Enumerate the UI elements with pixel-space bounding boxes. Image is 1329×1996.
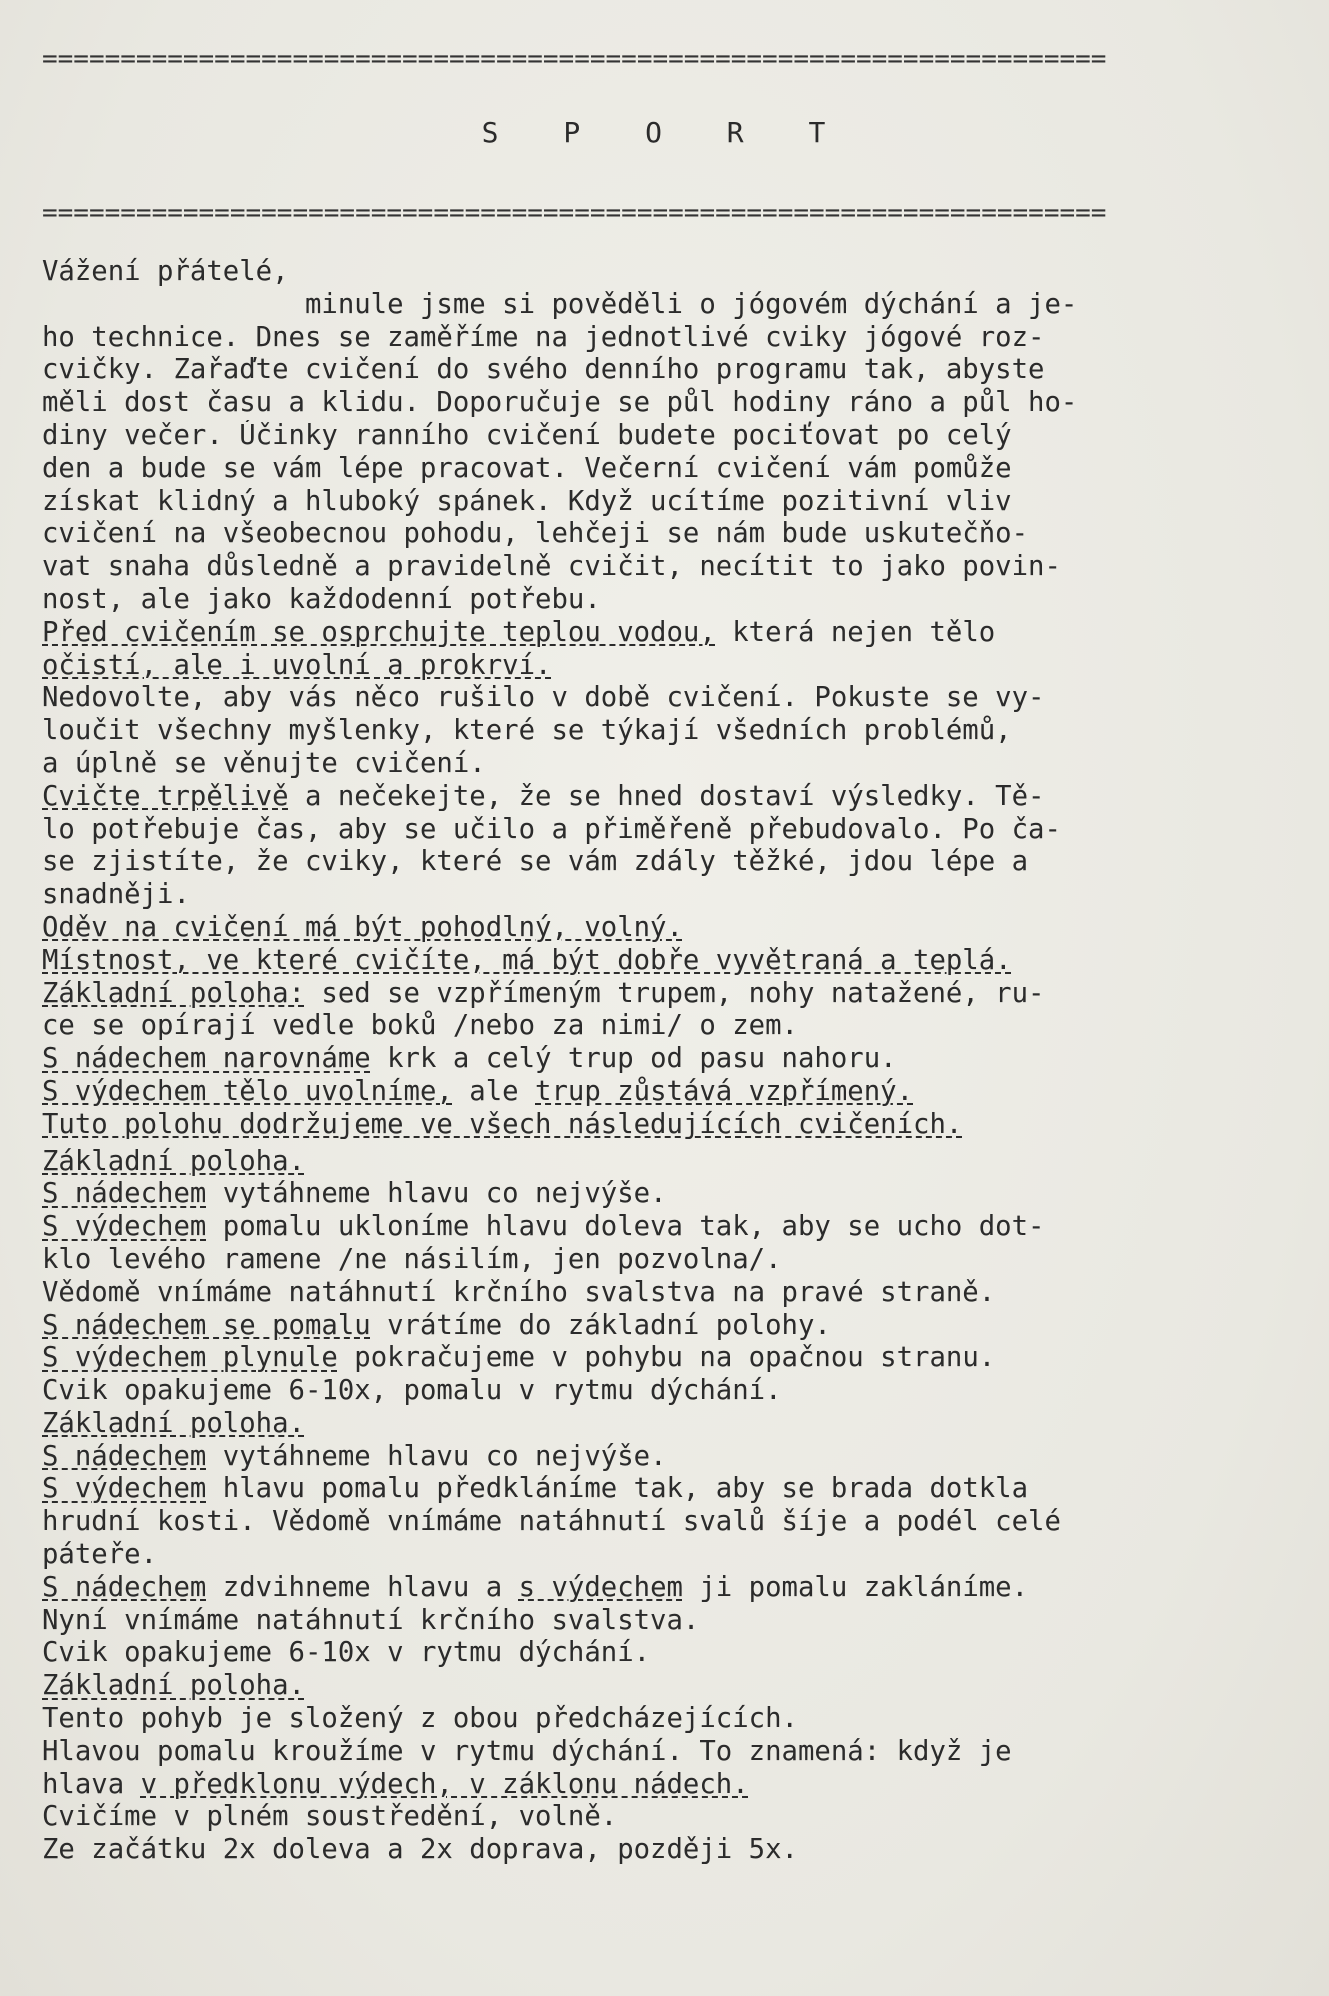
text-segment: hrudní kosti. Vědomě vnímáme natáhnutí svalů šíje a podél celé [42,1506,1061,1538]
text-segment: ho technice. Dnes se zaměříme na jednotlivé cviky jógové roz- [42,321,1045,353]
text-line [42,1834,1289,1867]
text-line [42,453,1289,486]
text-line [42,846,1289,879]
text-line [42,354,1289,387]
text-segment: loučit všechny myšlenky, které se týkají všedních problémů, [42,715,1012,747]
text-line [42,1043,1289,1076]
underlined-text: Tuto polohu dodržujeme ve všech následujících cvičeních. [42,1108,963,1140]
text-line [42,1076,1289,1109]
text-segment: vytáhneme hlavu co nejvýše. [206,1440,667,1472]
page-title: S P O R T [481,116,850,149]
underlined-text: Základní poloha. [42,1145,305,1177]
text-segment: Ze začátku 2x doleva a 2x doprava, později 5x. [42,1834,798,1866]
text-line [42,387,1289,420]
text-line [42,289,1289,322]
underlined-text: S výdechem plynule [42,1342,338,1374]
underlined-text: S nádechem [42,1571,207,1603]
text-segment: vat snaha důsledně a pravidelně cvičit, necítit to jako povin- [42,551,1061,583]
text-segment: páteře. [42,1539,158,1571]
text-segment: ce se opírají vedle boků /nebo za nimi/ o zem. [42,1010,798,1042]
text-line [42,1637,1289,1670]
text-line [42,256,1289,289]
text-segment: měli dost času a klidu. Doporučuje se půl hodiny ráno a půl ho- [42,387,1078,419]
text-line [42,1801,1289,1834]
underlined-text: očistí, ale i uvolní a prokrví. [42,649,552,681]
text-line [42,420,1289,453]
text-line [42,1375,1289,1408]
underlined-text: S nádechem [42,1440,207,1472]
bottom-rule: ==================================================================== [42,198,1107,228]
text-segment: a úplně se věnujte cvičení. [42,747,486,779]
text-segment: vytáhneme hlavu co nejvýše. [206,1178,667,1210]
text-line [42,1211,1289,1244]
text-segment: Tento pohyb je složený z obou předcházejících. [42,1703,798,1735]
text-segment: diny večer. Účinky ranního cvičení budete pociťovat po celý [42,419,1012,451]
underlined-text: S výdechem tělo uvolníme, [42,1075,453,1107]
text-line [42,650,1289,683]
text-line [42,617,1289,650]
text-line [42,1342,1289,1375]
text-segment: Vážení přátelé, [42,256,289,287]
underlined-text: Cvičte trpělivě [42,780,289,812]
text-segment: ji pomalu zakláníme. [682,1571,1029,1603]
text-line [42,912,1289,945]
underlined-text: S nádechem se pomalu [42,1309,371,1341]
text-line [42,978,1289,1011]
text-line [42,781,1289,814]
text-segment: hlava [42,1768,141,1800]
text-line [42,879,1289,912]
text-segment: Cvičíme v plném soustředění, volně. [42,1801,618,1833]
text-segment: den a bude se vám lépe pracovat. Večerní cvičení vám pomůže [42,452,1012,484]
text-line [42,814,1289,847]
text-line [42,1670,1289,1703]
text-line [42,1605,1289,1638]
text-segment: pomalu ukloníme hlavu doleva tak, aby se ucho dot- [206,1211,1045,1243]
text-line [42,1473,1289,1506]
underlined-text: S výdechem [42,1473,207,1505]
underlined-text: Oděv na cvičení má být pohodlný, volný. [42,911,683,943]
text-segment: nost, ale jako každodenní potřebu. [42,583,601,615]
text-line [42,1146,1289,1179]
underlined-text: trup zůstává vzpřímený. [535,1075,914,1107]
top-rule: ==================================================================== [42,44,1107,74]
underlined-text: S nádechem narovnáme [42,1043,371,1075]
text-segment: se zjistíte, že cviky, které se vám zdály těžké, jdou lépe a [42,846,1029,878]
text-segment: získat klidný a hluboký spánek. Když ucítíme pozitivní vliv [42,485,1012,517]
text-line [42,748,1289,781]
text-segment: ale [452,1075,536,1107]
text-segment: snadněji. [42,879,190,911]
text-segment: a nečekejte, že se hned dostaví výsledky. Tě- [288,780,1045,812]
text-line [42,1506,1289,1539]
underlined-text: s výdechem [518,1571,683,1603]
text-line [42,1736,1289,1769]
text-line [42,1244,1289,1277]
text-line [42,1109,1289,1142]
underlined-text: S výdechem [42,1211,207,1243]
underlined-text: S nádechem [42,1178,207,1210]
text-segment: cvičení na všeobecnou pohodu, lehčeji se nám bude uskutečňo- [42,518,1029,550]
text-line [42,1010,1289,1043]
underlined-text: v předklonu výdech, v záklonu nádech. [140,1768,749,1800]
text-line [42,1703,1289,1736]
text-line [42,1769,1289,1802]
text-segment: klo levého ramene /ne násilím, jen pozvolna/. [42,1243,782,1275]
text-segment: zdvihneme hlavu a [206,1571,519,1603]
text-segment: Vědomě vnímáme natáhnutí krčního svalstva na pravé straně. [42,1276,996,1308]
text-line [42,518,1289,551]
text-line [42,945,1289,978]
text-segment: Cvik opakujeme 6-10x, pomalu v rytmu dýchání. [42,1375,782,1407]
article-body [42,256,1289,1867]
text-segment: Nyní vnímáme natáhnutí krčního svalstva. [42,1604,700,1636]
text-segment: vrátíme do základní polohy. [370,1309,831,1341]
text-line [42,1408,1289,1441]
text-segment: hlavu pomalu předkláníme tak, aby se brada dotkla [206,1473,1029,1505]
text-line [42,715,1289,748]
text-line [42,551,1289,584]
text-line [42,1277,1289,1310]
text-line [42,1310,1289,1343]
text-line [42,1572,1289,1605]
text-segment: Nedovolte, aby vás něco rušilo v době cvičení. Pokuste se vy- [42,682,1045,714]
underlined-text: Základní poloha. [42,1407,305,1439]
underlined-text: Základní poloha: [42,977,305,1009]
text-segment: lo potřebuje čas, aby se učilo a přiměřeně přebudovalo. Po ča- [42,813,1061,845]
text-segment: cvičky. Zařaďte cvičení do svého denního programu tak, abyste [42,354,1045,386]
underlined-text: Před cvičením se osprchujte teplou vodou, [42,616,716,648]
underlined-text: Místnost, ve které cvičíte, má být dobře vyvětraná a teplá. [42,944,1012,976]
text-line [42,486,1289,519]
text-line [42,584,1289,617]
text-line [42,1441,1289,1474]
text-segment: Hlavou pomalu kroužíme v rytmu dýchání. To znamená: když je [42,1735,1012,1767]
text-segment: která nejen tělo [715,616,996,648]
text-segment: minule jsme si pověděli o jógovém dýchání a je- [42,288,1078,320]
text-segment: krk a celý trup od pasu nahoru. [370,1043,897,1075]
text-line [42,682,1289,715]
text-line [42,322,1289,355]
underlined-text: Základní poloha. [42,1670,305,1702]
text-line [42,1178,1289,1211]
text-segment: sed se vzpřímeným trupem, nohy natažené, ru- [304,977,1045,1009]
text-line [42,1539,1289,1572]
text-segment: Cvik opakujeme 6-10x v rytmu dýchání. [42,1637,651,1669]
text-segment: pokračujeme v pohybu na opačnou stranu. [337,1342,996,1374]
